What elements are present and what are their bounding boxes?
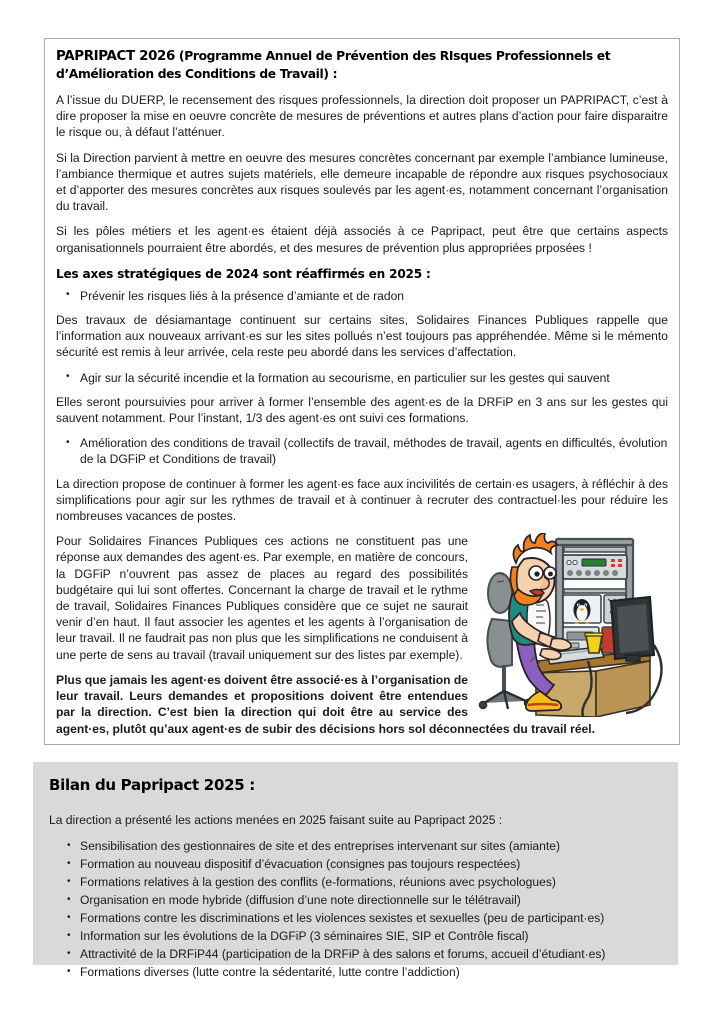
axis-3-paragraph: La direction propose de continuer à former les agent·es face aux incivilités de certain·es usagers, à réfléchir à des simplifications pour agir sur les rythmes de travail et à continuer à recruter des contractuel·les pour réduire les nombreuses vacances de postes.	[56, 476, 668, 524]
axis-2-bullet-list	[56, 370, 668, 386]
list-item: • Attractivité de la DRFiP44 (participation de la DRFiP à des salons et forums, accueil d’étudiant·es)	[49, 945, 662, 963]
intro-paragraph-1: A l’issue du DUERP, le recensement des risques professionnels, la direction doit proposer un PAPRIPACT, c’est à dire proposer la mise en oeuvre concrète de mesures de préventions et autres plans d’action pour faire disparaitre le risque ou, à défaut l’atténuer.	[56, 93, 668, 140]
list-item: • Formation au nouveau dispositif d’évacuation (consignes pas toujours respectées)	[49, 855, 662, 873]
closing-paragraph-bold: Plus que jamais les agent·es doivent être associé·es à l’organisation de leur travail. Leurs demandes et propositions doivent être entendues par la direction. C’est bien la direction qui doit être au service des agent·es, plutôt qu’aux agent·es de subir des décisions hors sol déconnectées du travail réel.	[56, 672, 595, 736]
axis-2-paragraph: Elles seront poursuivies pour arriver à former l’ensemble des agent·es de la DRFiP en 3 ans sur les gestes qui sauvent notamment. Pour l’instant, 1/3 des agent·es ont suivi ces formations.	[56, 394, 668, 426]
papripact-main-panel	[44, 38, 680, 745]
bilan-heading: Bilan du Papripact 2025 :	[49, 776, 255, 794]
list-item: • Organisation en mode hybride (diffusion d’une note directionnelle sur le télétravail)	[49, 891, 662, 909]
list-item: • Formations relatives à la gestion des conflits (e-formations, réunions avec psychologues)	[49, 873, 662, 891]
page-title	[56, 48, 668, 83]
intro-paragraph-3: Si les pôles métiers et les agent·es étaient déjà associés à ce Papripact, peut être que certains aspects organisationnels pourraient être abordés, et des mesures de prévention plus appropriées prposées !	[56, 224, 668, 255]
cartoon-worker-at-server-rack-icon	[478, 533, 672, 717]
closing-paragraph-1: Pour Solidaires Finances Publiques ces actions ne constituent pas une réponse aux demandes des agent·es. Par exemple, en matière de concours, la DGFiP n’ouvrent pas assez de places au regard des possibilités budgétaire qui lui sont offertes. Concernant la charge de travail et le rythme de travail, Solidaires Finances Publiques considère que ce sujet ne saurait venir d’en haut. Il faut associer les agentes et les agents à l’organisation de leur travail. Il ne faudrait pas non plus que les simplifications ne conduisent à une perte de sens au travail (travail uniquement sur des listes par exemple).	[56, 534, 468, 662]
axes-strategiques-heading: Les axes stratégiques de 2024 sont réaffirmés en 2025 :	[56, 266, 431, 281]
page-title-rest: (Programme Annuel de Prévention des RIsques Professionnels et d’Amélioration des Conditions de Travail) :	[56, 49, 611, 81]
page-title-strong: PAPRIPACT 2026	[56, 49, 175, 64]
list-item: • Sensibilisation des gestionnaires de site et des entreprises intervenant sur sites (amiante)	[49, 837, 662, 855]
list-item: • Formations diverses (lutte contre la sédentarité, lutte contre l’addiction)	[49, 963, 662, 981]
list-item: • Prévenir les risques liés à la présence d’amiante et de radon	[56, 288, 668, 304]
list-item: • Agir sur la sécurité incendie et la formation au secourisme, en particulier sur les gestes qui sauvent	[56, 370, 668, 386]
bilan-intro: La direction a présenté les actions menées en 2025 faisant suite au Papripact 2025 :	[49, 813, 503, 827]
list-item: • Information sur les évolutions de la DGFiP (3 séminaires SIE, SIP et Contrôle fiscal)	[49, 927, 662, 945]
list-item: • Amélioration des conditions de travail (collectifs de travail, méthodes de travail, agents en difficultés, évolution de la DGFiP et Conditions de travail)	[56, 435, 668, 467]
axis-1-bullet-list	[56, 288, 668, 304]
bilan-papripact-panel	[33, 762, 678, 980]
axis-3-bullet-list	[56, 435, 668, 467]
closing-section	[56, 533, 668, 736]
intro-paragraph-2: Si la Direction parvient à mettre en oeuvre des mesures concrètes concernant par exemple l’ambiance lumineuse, l’ambiance thermique et autres sujets matériels, elle demeure incapable de répondre aux risques psychosociaux et d’apporter des mesures concrètes aux risques soulevés par les agent·es, notamment concernant l’organisation du travail.	[56, 150, 668, 214]
axis-1-paragraph: Des travaux de désiamantage continuent sur certains sites, Solidaires Finances Publiques rappelle que l’information aux nouveaux arrivant·es sur les sites pollués n’est toujours pas appréhendée. Même si le mémento sécurité est remis à leur arrivée, cela reste peu abordé dans les services d’affectation.	[56, 313, 668, 360]
list-item: • Formations contre les discriminations et les violences sexistes et sexuelles (peu de participant·es)	[49, 909, 662, 927]
bilan-bullet-list	[49, 837, 662, 981]
